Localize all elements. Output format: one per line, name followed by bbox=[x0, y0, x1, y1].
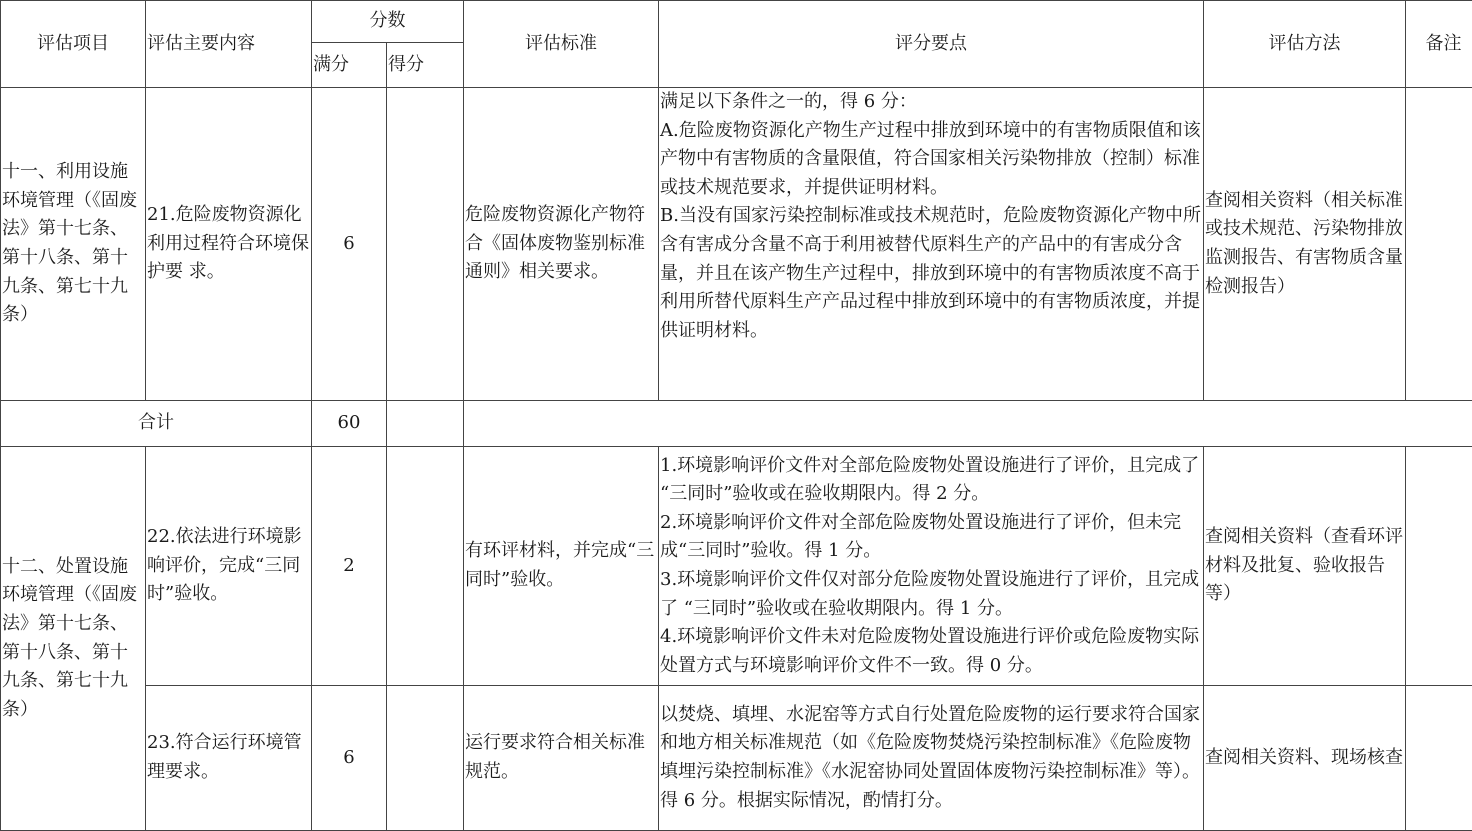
row-21-item: 十一、利用设施环境管理（《固废法》第十七条、第十八条、第十九条、第七十九条） bbox=[1, 88, 146, 401]
row-21-note[interactable] bbox=[1406, 88, 1472, 401]
header-standard: 评估标准 bbox=[464, 1, 659, 88]
row-21-standard: 危险废物资源化产物符合《固体废物鉴别标准通则》相关要求。 bbox=[464, 88, 659, 401]
row-22-full-score: 2 bbox=[312, 447, 387, 686]
row-23-full-score: 6 bbox=[312, 686, 387, 831]
row-21-method: 查阅相关资料（相关标准或技术规范、污染物排放监测报告、有害物质含量检测报告） bbox=[1204, 88, 1406, 401]
row-22-points: 1.环境影响评价文件对全部危险废物处置设施进行了评价，且完成了 “三同时”验收或在验收期限内。得 2 分。 2.环境影响评价文件对全部危险废物处置设施进行了评价，但未完成“三同时”验收。得 1 分。 3.环境影响评价文件仅对部分危险废物处置设施进行了评价，且完成了 “三同时”验收或在验收期限内。得 1 分。 4.环境影响评价文件未对危险废物处置设施进行评价或危险废物实际处置方式与环境影响评价文件不一致。得 0 分。 bbox=[659, 447, 1204, 686]
row-21-got-score[interactable] bbox=[387, 88, 464, 401]
total-full-score-value: 60 bbox=[338, 412, 361, 433]
row-22-content: 22.依法进行环境影响评价，完成“三同时”验收。 bbox=[146, 447, 312, 686]
row-22-note[interactable] bbox=[1406, 447, 1472, 686]
row-22-standard: 有环评材料，并完成“三同时”验收。 bbox=[464, 447, 659, 686]
row-22-got-score[interactable] bbox=[387, 447, 464, 686]
header-note: 备注 bbox=[1406, 1, 1472, 88]
total-label: 合计 bbox=[1, 401, 312, 447]
row-21-points: 满足以下条件之一的，得 6 分： A.危险废物资源化产物生产过程中排放到环境中的有害物质限值和该产物中有害物质的含量限值，符合国家相关污染物排放（控制）标准或技术规范要求，并提供证明材料。 B.当没有国家污染控制标准或技术规范时，危险废物资源化产物中所含有害成分含量不高于利用被替代原料生产的产品中的有害成分含量，并且在该产物生产过程中，排放到环境中的有害物质浓度不高于利用所替代原料生产产品过程中排放到环境中的有害物质浓度，并提供证明材料。 bbox=[659, 88, 1204, 401]
total-full-score bbox=[312, 401, 387, 447]
row-23-method: 查阅相关资料、现场核查 bbox=[1204, 686, 1406, 831]
row-21-content: 21.危险废物资源化利用过程符合环境保护要 求。 bbox=[146, 88, 312, 401]
header-points: 评分要点 bbox=[659, 1, 1204, 88]
row-23-standard: 运行要求符合相关标准规范。 bbox=[464, 686, 659, 831]
total-got-score[interactable] bbox=[387, 401, 464, 447]
row-21-full-score: 6 bbox=[312, 88, 387, 401]
total-blank bbox=[464, 401, 1472, 447]
row-22-method: 查阅相关资料（查看环评材料及批复、验收报告等） bbox=[1204, 447, 1406, 686]
row-23-content: 23.符合运行环境管理要求。 bbox=[146, 686, 312, 831]
header-item: 评估项目 bbox=[1, 1, 146, 88]
row-23-got-score[interactable] bbox=[387, 686, 464, 831]
header-score: 分数 bbox=[312, 1, 464, 43]
header-got-score: 得分 bbox=[387, 43, 464, 88]
header-full-score: 满分 bbox=[312, 43, 387, 88]
header-method: 评估方法 bbox=[1204, 1, 1406, 88]
row-23-points: 以焚烧、填埋、水泥窑等方式自行处置危险废物的运行要求符合国家和地方相关标准规范（如《危险废物焚烧污染控制标准》《危险废物填埋污染控制标准》《水泥窑协同处置固体废物污染控制标准》等）。得 6 分。根据实际情况，酌情打分。 bbox=[659, 686, 1204, 831]
header-content: 评估主要内容 bbox=[146, 1, 312, 88]
row-22-item: 十二、处置设施环境管理（《固废法》第十七条、第十八条、第十九条、第七十九条） bbox=[1, 447, 146, 831]
row-23-note[interactable] bbox=[1406, 686, 1472, 831]
